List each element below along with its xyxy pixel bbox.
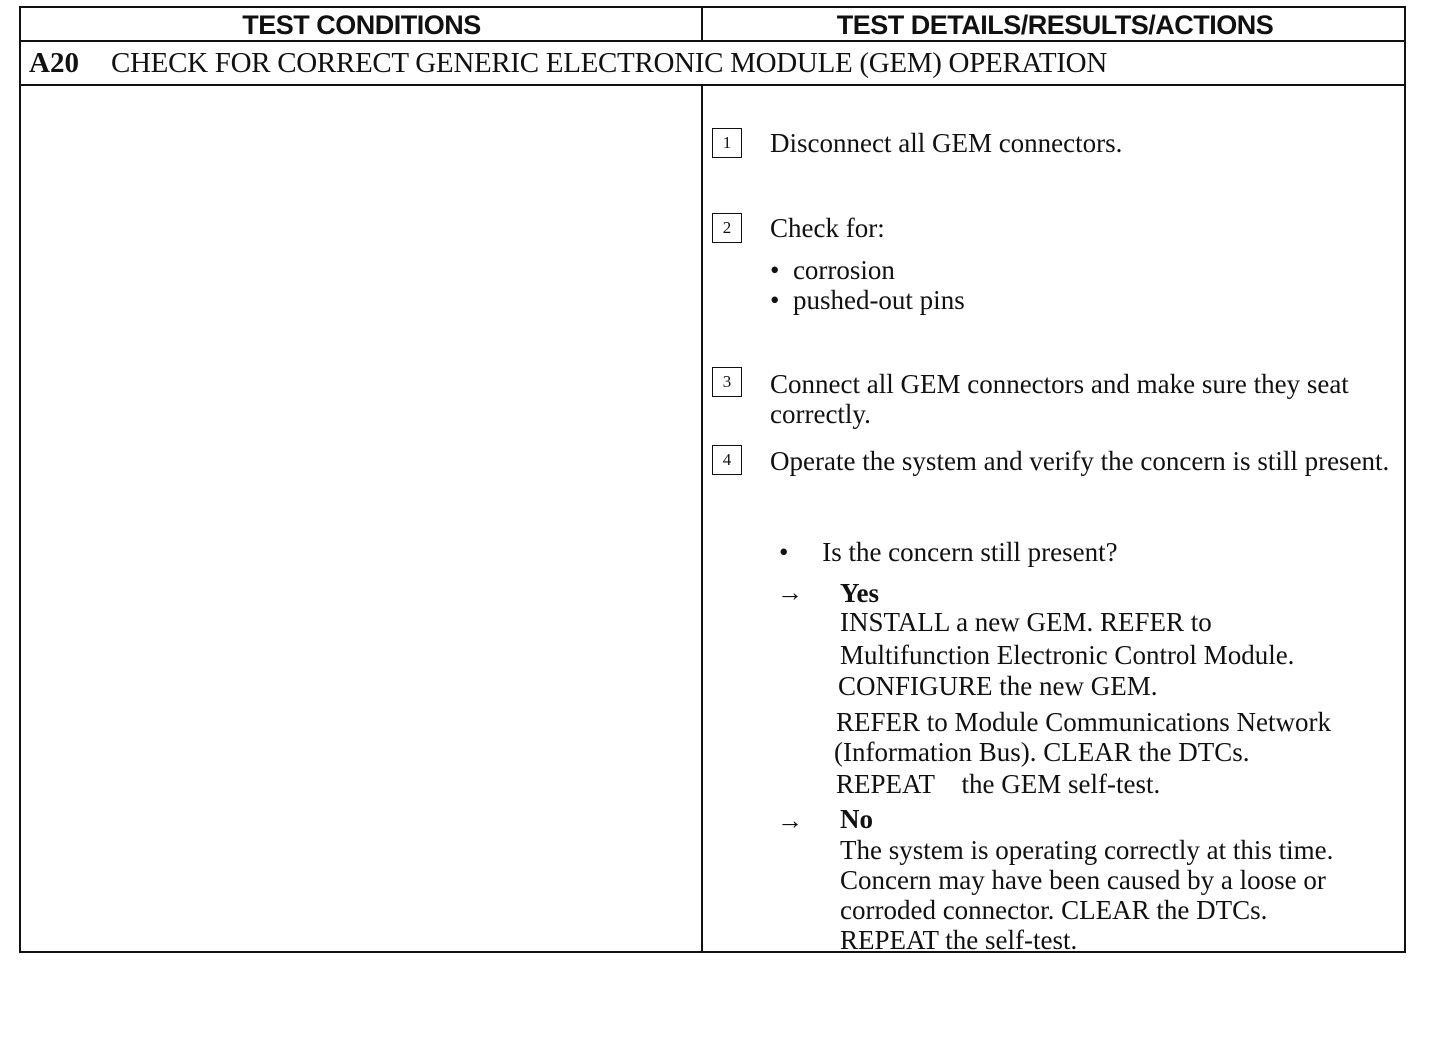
- step-number-box: 1: [712, 128, 742, 158]
- answer-yes-line: (Information Bus). CLEAR the DTCs.: [834, 737, 1250, 767]
- step-number-box: 4: [712, 445, 742, 475]
- column-header-row: [21, 8, 1404, 42]
- answer-yes-line: REPEAT the GEM self-test.: [836, 769, 1161, 799]
- step-text: Operate the system and verify the concern is still present.: [770, 446, 1390, 476]
- diagnostic-test-table: [19, 6, 1406, 953]
- bullet-icon: •: [770, 255, 780, 285]
- section-code: A20: [29, 47, 79, 79]
- section-title-row: [21, 42, 1404, 86]
- bullet-text: pushed-out pins: [792, 285, 965, 315]
- step-text: Connect all GEM connectors and make sure they seat correctly.: [770, 369, 1349, 429]
- bullet-icon: •: [770, 285, 780, 315]
- answer-no-line: The system is operating correctly at this time.: [840, 835, 1334, 865]
- step-number-box: 3: [712, 367, 742, 397]
- answer-yes-label: Yes: [840, 578, 879, 608]
- answer-yes-line: REFER to Module Communications Network: [836, 707, 1331, 737]
- arrow-right-icon: →: [777, 578, 803, 607]
- answer-no-line: corroded connector. CLEAR the DTCs.: [840, 895, 1268, 925]
- answer-yes-line: Multifunction Electronic Control Module.: [840, 640, 1295, 670]
- step-text: Check for:: [770, 213, 885, 243]
- answer-no-line: REPEAT the self-test.: [840, 925, 1078, 955]
- question-text: Is the concern still present?: [822, 537, 1118, 567]
- arrow-right-icon: →: [777, 806, 803, 835]
- bullet-text: corrosion: [792, 255, 895, 285]
- question: [779, 537, 1118, 567]
- bullet-item: [770, 285, 965, 315]
- bullet-icon: •: [779, 537, 789, 567]
- step-text: Disconnect all GEM connectors.: [770, 128, 1123, 158]
- column-divider: [701, 8, 703, 42]
- bullet-item: [770, 255, 895, 285]
- section-title: CHECK FOR CORRECT GENERIC ELECTRONIC MODULE (GEM) OPERATION: [111, 47, 1107, 79]
- answer-no-line: Concern may have been caused by a loose or: [840, 865, 1326, 895]
- header-test-details: TEST DETAILS/RESULTS/ACTIONS: [836, 10, 1274, 40]
- answer-yes-line: INSTALL a new GEM. REFER to: [840, 607, 1212, 637]
- test-details-column: [703, 86, 1406, 953]
- answer-no-label: No: [840, 804, 873, 834]
- header-test-conditions: TEST CONDITIONS: [242, 10, 481, 40]
- answer-yes-line: CONFIGURE the new GEM.: [838, 671, 1158, 701]
- step-number-box: 2: [712, 213, 742, 243]
